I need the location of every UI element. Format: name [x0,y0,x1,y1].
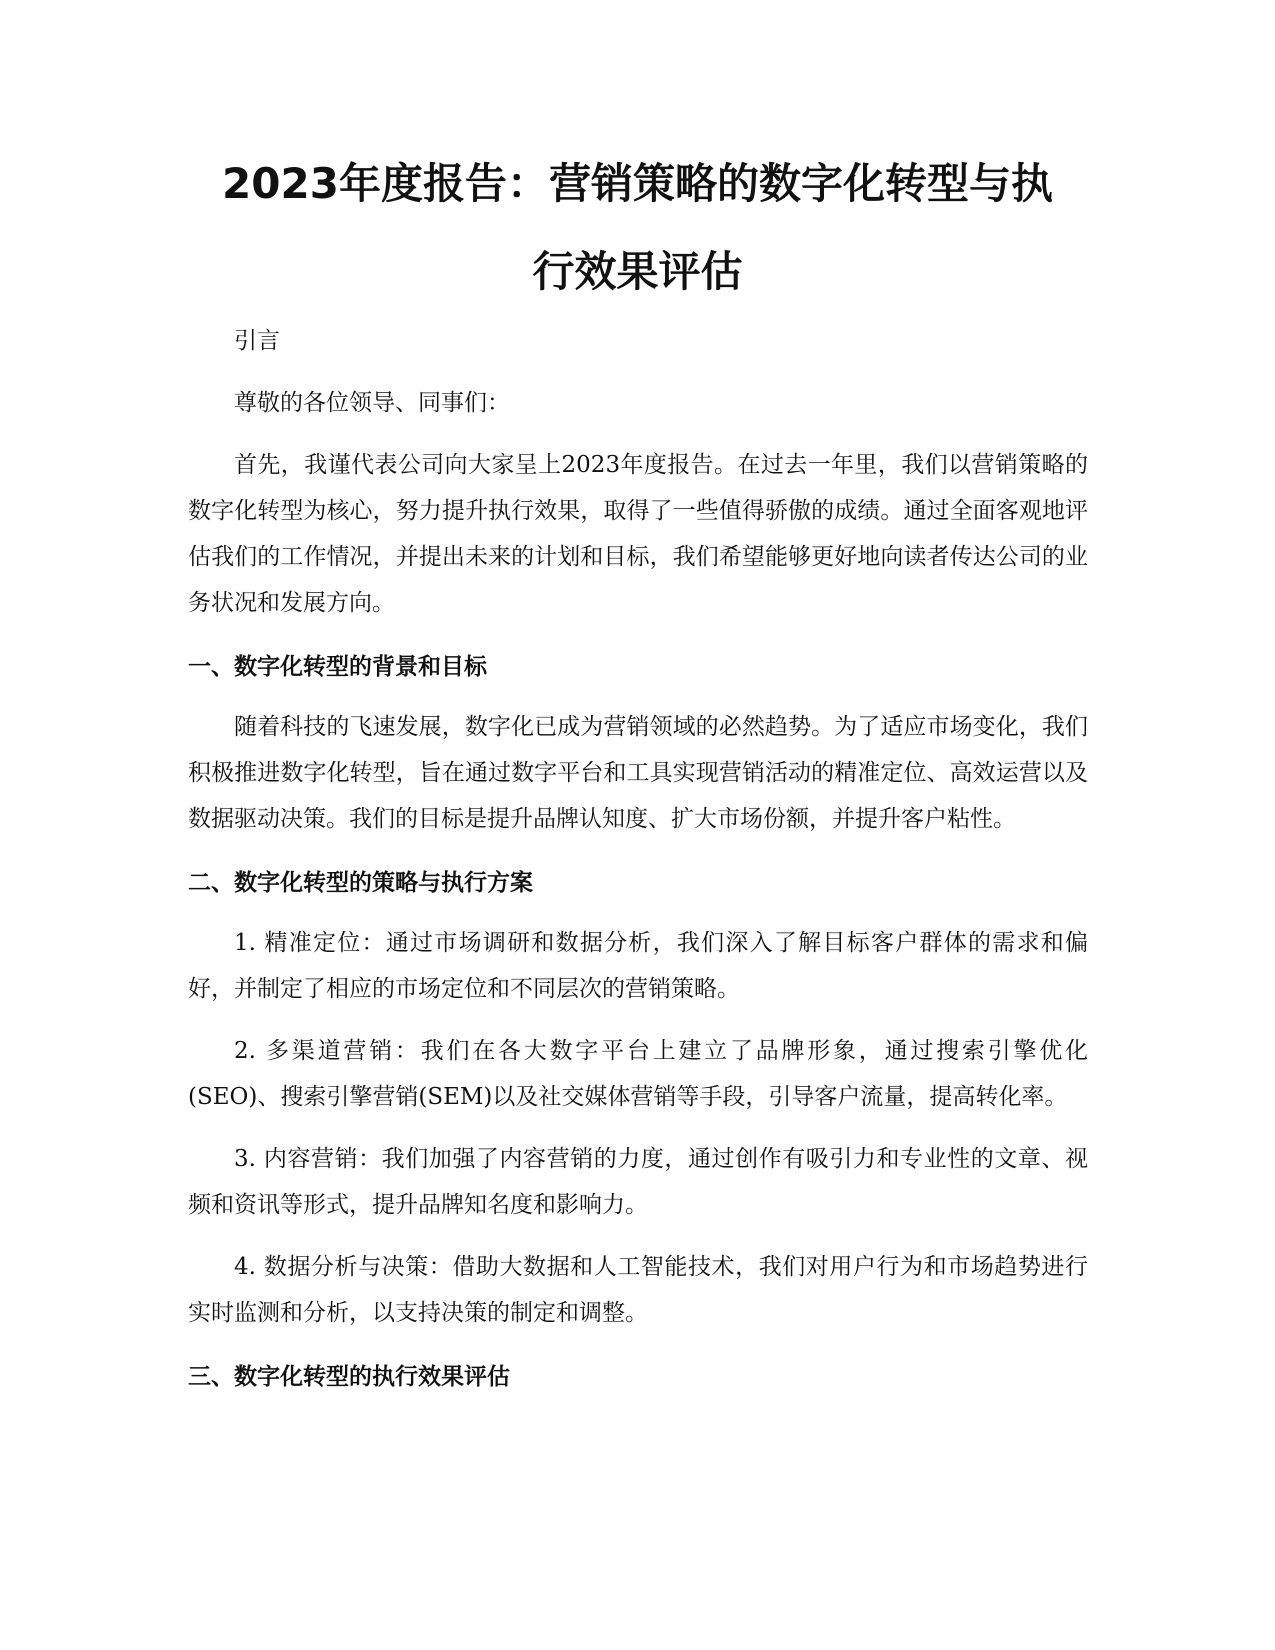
greeting: 尊敬的各位领导、同事们： [234,390,510,416]
section-3-heading: 三、数字化转型的执行效果评估 [188,1364,510,1390]
strategy-item-1: 1. 精准定位：通过市场调研和数据分析，我们深入了解目标客户群体的需求和偏好，并制定了相应的市场定位和不同层次的营销策略。 [188,930,1088,1002]
section-1-heading: 一、数字化转型的背景和目标 [188,654,487,680]
intro-paragraph: 首先，我谨代表公司向大家呈上2023年度报告。在过去一年里，我们以营销策略的数字化转型为核心，努力提升执行效果，取得了一些值得骄傲的成绩。通过全面客观地评估我们的工作情况，并提出未来的计划和目标，我们希望能够更好地向读者传达公司的业务状况和发展方向。 [188,452,1088,616]
title-line-2: 行效果评估 [532,247,743,296]
strategy-item-4: 4. 数据分析与决策：借助大数据和人工智能技术，我们对用户行为和市场趋势进行实时监测和分析，以支持决策的制定和调整。 [188,1254,1088,1326]
section-2-heading: 二、数字化转型的策略与执行方案 [188,870,533,896]
strategy-item-3: 3. 内容营销：我们加强了内容营销的力度，通过创作有吸引力和专业性的文章、视频和资讯等形式，提升品牌知名度和影响力。 [188,1146,1088,1218]
strategy-item-2: 2. 多渠道营销：我们在各大数字平台上建立了品牌形象，通过搜索引擎优化(SEO)、搜索引擎营销(SEM)以及社交媒体营销等手段，引导客户流量，提高转化率。 [188,1038,1088,1110]
section-1-paragraph: 随着科技的飞速发展，数字化已成为营销领域的必然趋势。为了适应市场变化，我们积极推进数字化转型，旨在通过数字平台和工具实现营销活动的精准定位、高效运营以及数据驱动决策。我们的目标是提升品牌认知度、扩大市场份额，并提升客户粘性。 [188,714,1088,832]
document-body [188,318,1088,1400]
document-title [160,140,1115,316]
title-line-1: 2023年度报告：营销策略的数字化转型与执 [222,159,1053,208]
intro-label: 引言 [234,328,280,354]
